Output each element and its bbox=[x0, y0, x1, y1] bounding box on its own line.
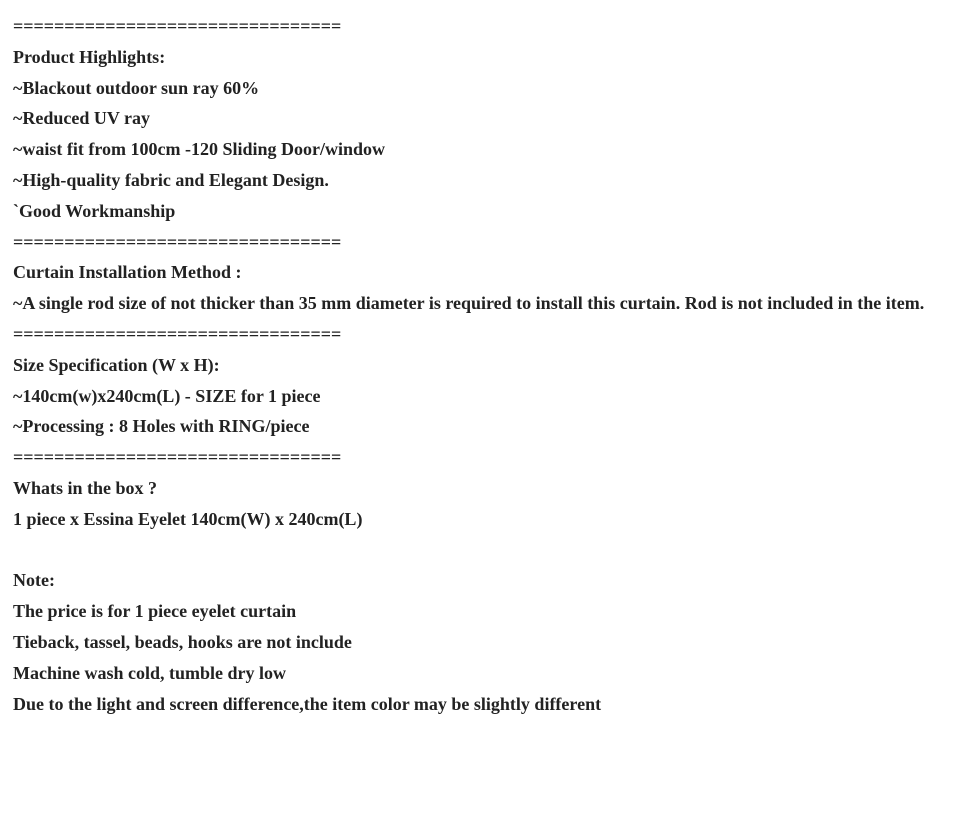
highlight-item: ~waist fit from 100cm -120 Sliding Door/window bbox=[13, 139, 386, 160]
highlight-item: ~Reduced UV ray bbox=[13, 108, 151, 129]
section-heading-installation: Curtain Installation Method : bbox=[13, 262, 242, 283]
separator-line: ================================ bbox=[13, 231, 342, 252]
separator-line: ================================ bbox=[13, 16, 342, 36]
separator-line: ================================ bbox=[13, 323, 342, 344]
size-item: ~Processing : 8 Holes with RING/piece bbox=[13, 416, 310, 437]
section-heading-box: Whats in the box ? bbox=[13, 477, 158, 498]
highlight-item: ~Blackout outdoor sun ray 60% bbox=[13, 77, 260, 98]
note-item: Tieback, tassel, beads, hooks are not include bbox=[13, 631, 352, 652]
section-heading-size: Size Specification (W x H): bbox=[13, 354, 220, 375]
blank-line bbox=[13, 535, 943, 566]
installation-text: ~A single rod size of not thicker than 35 mm diameter is required to install this curtain. Rod is not included in the item. bbox=[13, 293, 925, 314]
note-item: Machine wash cold, tumble dry low bbox=[13, 662, 287, 683]
separator-line: ================================ bbox=[13, 447, 342, 468]
section-heading-note: Note: bbox=[13, 570, 55, 591]
product-description bbox=[13, 11, 943, 719]
note-item: Due to the light and screen difference,the item color may be slightly different bbox=[13, 693, 602, 714]
section-heading-highlights: Product Highlights: bbox=[13, 46, 166, 67]
size-item: ~140cm(w)x240cm(L) - SIZE for 1 piece bbox=[13, 385, 321, 406]
highlight-item: ~High-quality fabric and Elegant Design. bbox=[13, 169, 329, 190]
box-item: 1 piece x Essina Eyelet 140cm(W) x 240cm(L) bbox=[13, 508, 363, 529]
highlight-item: `Good Workmanship bbox=[13, 200, 176, 221]
note-item: The price is for 1 piece eyelet curtain bbox=[13, 601, 297, 622]
